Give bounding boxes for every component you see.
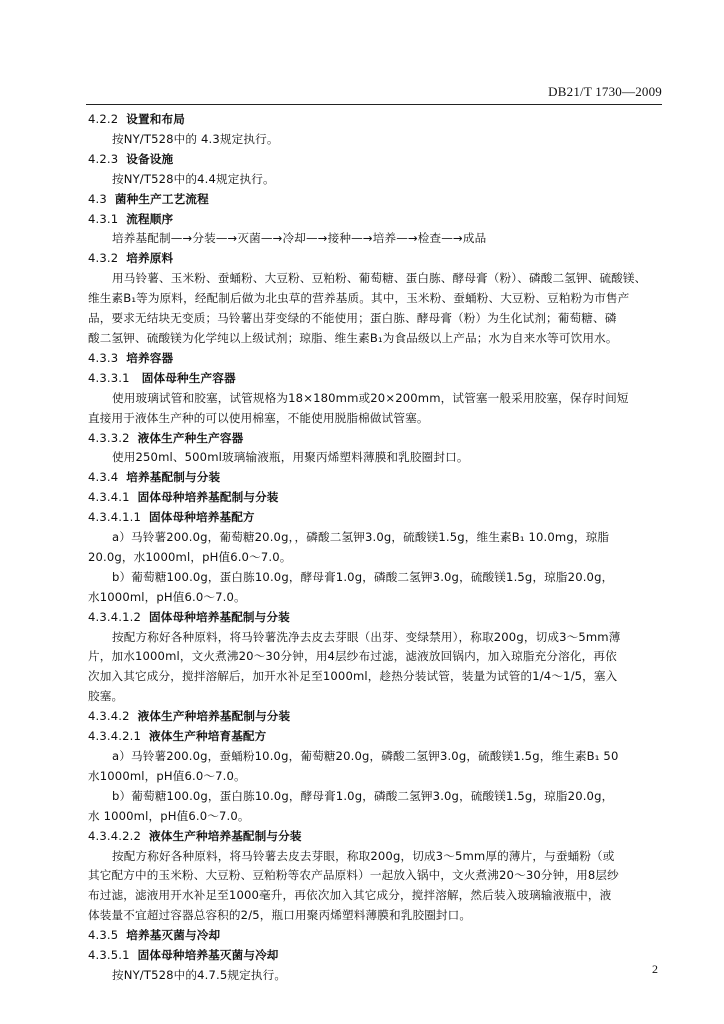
section-title: 固体母种培养基配制与分装 [148,609,290,624]
paragraph-line: 用马铃薯、玉米粉、蚕蛹粉、大豆粉、豆粕粉、葡萄糖、蛋白胨、酵母膏（粉）、磷酸二氢钾、硫酸镁、 [112,271,647,286]
paragraph-continuation: 布过滤，滤液用开水补足至1000毫升，再依次加入其它成分，搅拌溶解，然后装入玻璃输液瓶中，液 [88,888,612,903]
section-title: 流程顺序 [126,211,174,226]
paragraph-continuation: 水 1000ml，pH值6.0～7.0。 [88,808,250,823]
section-heading [88,608,660,628]
paragraph-continuation: 品，要求无结块无变质；马铃薯出芽变绿的不能使用；蛋白胨、酵母膏（粉）为生化试剂；葡萄糖、磷 [88,311,617,326]
section-heading [88,468,660,488]
section-number: 4.3.1 [88,211,119,226]
section-number: 4.2.3 [88,151,119,166]
section-title: 设置和布局 [126,112,185,126]
paragraph-continuation: 20.0g，水1000ml，pH值6.0～7.0。 [88,549,292,564]
section-title: 固体母种培养基灭菌与冷却 [137,948,279,963]
section-heading [88,369,660,389]
section-title: 液体生产种培育基配方 [148,729,267,744]
section-number: 4.3.3.2 [88,430,130,445]
paragraph-continuation: 次加入其它成分，搅拌溶解后，加开水补足至1000ml，趁热分装试管，装量为试管的1/4～1/5，塞入 [88,669,618,684]
section-heading [88,946,660,966]
paragraph-continuation: 片，加水1000ml，文火煮沸20～30分钟，用4层纱布过滤，滤液放回锅内，加入琼脂充分溶化，再依 [88,649,617,664]
section-title: 培养原料 [126,251,174,266]
section-number: 4.3 [88,191,107,206]
section-heading [88,727,660,747]
section-title: 设备设施 [126,151,174,166]
section-title: 固体母种生产容器 [137,370,236,385]
paragraph-continuation: 其它配方中的玉米粉、大豆粉、豆粕粉等农产品原料）一起放入锅中，文火煮沸20～30分钟，用8层纱 [88,868,619,883]
section-number: 4.2.2 [88,112,119,126]
paragraph-line: a）马铃薯200.0g，蚕蛹粉10.0g，葡萄糖20.0g，磷酸二氢钾3.0g，硫酸镁1.5g，维生素B₁ 50 [112,749,619,763]
page-number: 2 [652,962,658,976]
paragraph-continuation: 体装量不宜超过容器总容积的2/5，瓶口用聚丙烯塑料薄膜和乳胶圈封口。 [88,908,472,923]
paragraph-continuation: 胶塞。 [88,689,124,704]
section-title: 固体母种培养基配制与分装 [137,490,279,505]
section-heading [88,508,660,528]
section-number: 4.3.4.1.2 [88,609,141,624]
section-heading [88,349,660,369]
paragraph-line: 按NY/T528中的4.7.5规定执行。 [112,967,287,982]
section-title: 培养基配制与分装 [126,470,221,485]
section-title: 液体生产种培养基配制与分装 [137,709,291,724]
section-number: 4.3.3.1 [88,370,130,385]
section-number: 4.3.4.1 [88,490,130,505]
section-title: 固体母种培养基配方 [148,510,255,525]
paragraph-continuation: 水1000ml，pH值6.0～7.0。 [88,768,246,783]
section-number: 4.3.4.2.2 [88,828,141,843]
section-heading [88,926,660,946]
paragraph-line: b）葡萄糖100.0g，蛋白胨10.0g，酵母膏1.0g，磷酸二氢钾3.0g，硫酸镁1.5g，琼脂20.0g， [112,569,614,584]
section-heading [88,110,660,130]
paragraph-continuation: 酸二氢钾、硫酸镁为化学纯以上级试剂；琼脂、维生素B₁为食品级以上产品；水为自来水等可饮用水。 [88,330,618,345]
section-heading [88,707,660,727]
section-heading [88,249,660,269]
paragraph-line: 使用玻璃试管和胶塞，试管规格为18×180mm或20×200mm，试管塞一般采用胶塞，保存时间短 [112,390,629,405]
paragraph-line: 按配方称好各种原料，将马铃薯去皮去芽眼，称取200g，切成3～5mm厚的薄片，与蚕蛹粉（或 [112,848,615,863]
section-number: 4.3.5.1 [88,948,130,963]
section-title: 培养基灭菌与冷却 [126,928,221,943]
section-heading [88,827,660,847]
section-title: 培养容器 [126,350,174,365]
paragraph-line: 按配方称好各种原料，将马铃薯洗净去皮去芽眼（出芽、变绿禁用），称取200g，切成3～5mm薄 [112,629,621,644]
paragraph-line: 培养基配制—→分装—→灭菌—→冷却—→接种—→培养—→检查—→成品 [112,231,487,246]
section-number: 4.3.5 [88,928,119,943]
paragraph-line: 使用250ml、500ml玻璃输液瓶，用聚丙烯塑料薄膜和乳胶圈封口。 [112,450,469,465]
section-number: 4.3.4 [88,470,119,485]
section-heading [88,190,660,210]
section-number: 4.3.4.2 [88,709,130,724]
section-number: 4.3.3 [88,350,119,365]
paragraph-continuation: 维生素B₁等为原料，经配制后做为北虫草的营养基质。其中，玉米粉、蚕蛹粉、大豆粉、豆粕粉为市售产 [88,291,630,306]
paragraph-line: 按NY/T528中的 4.3规定执行。 [112,131,279,146]
document-body [88,110,660,986]
section-heading [88,150,660,170]
section-title: 菌种生产工艺流程 [114,191,209,206]
section-title: 液体生产种生产容器 [137,430,244,445]
paragraph-continuation: 水1000ml，pH值6.0～7.0。 [88,589,246,604]
paragraph-line: a）马铃薯200.0g，葡萄糖20.0g，，磷酸二氢钾3.0g，硫酸镁1.5g，维生素B₁ 10.0mg，琼脂 [112,530,610,545]
header-rule [86,104,662,105]
section-heading [88,488,660,508]
paragraph-continuation: 直接用于液体生产种的可以使用棉塞，不能使用脱脂棉做试管塞。 [88,410,429,425]
section-number: 4.3.4.2.1 [88,729,141,744]
section-title: 液体生产种培养基配制与分装 [148,828,302,843]
section-heading [88,429,660,449]
section-heading [88,210,660,230]
standard-id: DB21/T 1730—2009 [548,84,662,99]
section-number: 4.3.2 [88,251,119,266]
paragraph-line: b）葡萄糖100.0g，蛋白胨10.0g，酵母膏1.0g，磷酸二氢钾3.0g，硫酸镁1.5g，琼脂20.0g， [112,788,614,803]
section-number: 4.3.4.1.1 [88,510,141,525]
paragraph-line: 按NY/T528中的4.4规定执行。 [112,171,275,186]
